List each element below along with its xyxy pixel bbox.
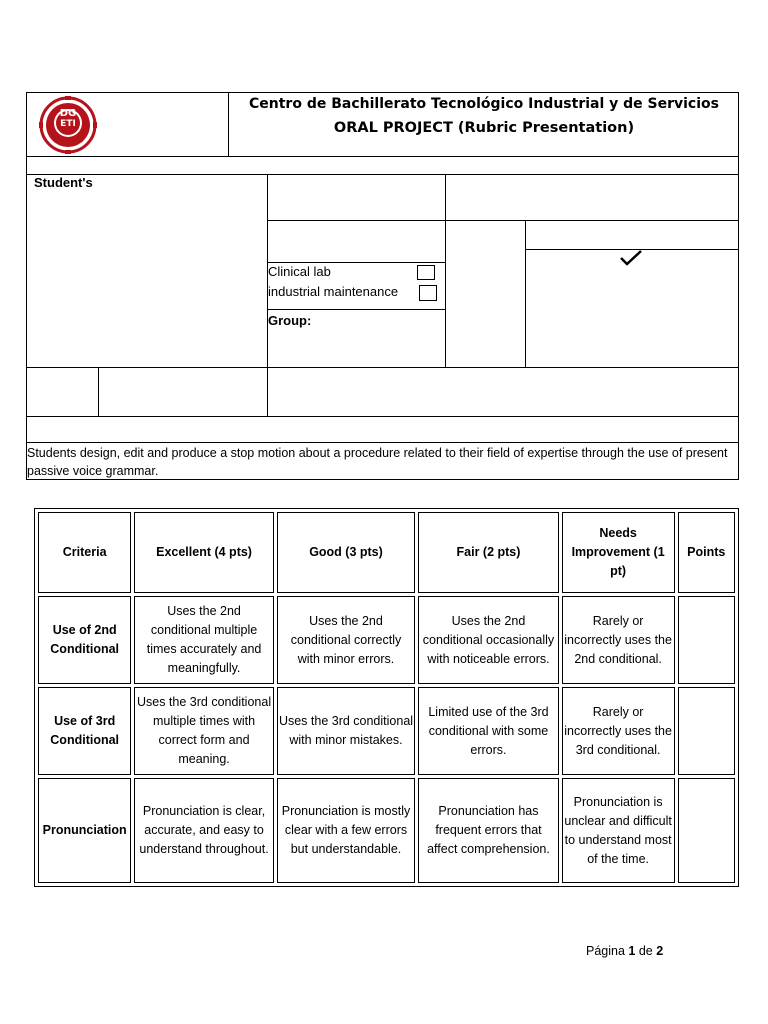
of-word: de: [638, 944, 653, 958]
cell-excellent: Uses the 2nd conditional multiple times accurately and meaningfully.: [134, 596, 273, 684]
cell-good: Uses the 3rd conditional with minor mistakes.: [277, 687, 415, 775]
project-description: Students design, edit and produce a stop motion about a procedure related to their field of expertise through the use of present passive voice grammar.: [26, 442, 739, 480]
specialty-industrial-maintenance-label: industrial maintenance: [268, 284, 399, 299]
row-criterion: Use of 2nd Conditional: [38, 596, 131, 684]
group-label: Group:: [268, 313, 312, 328]
total-pages-number: 2: [656, 944, 664, 958]
specialty-clinical-lab-checkbox[interactable]: [417, 265, 435, 280]
header-points: Points: [678, 512, 735, 593]
header-divider: [228, 92, 229, 157]
cell-excellent: Uses the 3rd conditional multiple times with correct form and meaning.: [134, 687, 273, 775]
school-name: Centro de Bachillerato Tecnológico Industrial y de Servicios: [249, 96, 719, 112]
document-title: ORAL PROJECT (Rubric Presentation): [333, 120, 635, 136]
spacer-row: [26, 156, 739, 175]
header-excellent: Excellent (4 pts): [134, 512, 273, 593]
current-page-number: 1: [628, 944, 636, 958]
row-criterion: Pronunciation: [38, 778, 131, 883]
page-footer: [586, 944, 663, 958]
rubric-header-row: [38, 512, 735, 593]
info-col-divider: [445, 174, 446, 368]
specialty-clinical-lab-label: Clinical lab: [268, 264, 331, 279]
student-info-block: [26, 174, 739, 368]
cell-fair: Limited use of the 3rd conditional with some errors.: [418, 687, 559, 775]
logo-bottom-text: CBTis 032: [52, 138, 84, 144]
table-row: [38, 778, 735, 883]
header-criteria: Criteria: [38, 512, 131, 593]
students-label: Student's: [34, 175, 93, 190]
logo-middle-text: ETI: [60, 119, 76, 129]
info-row-divider-1: [267, 220, 739, 221]
check-mark-icon: [618, 248, 644, 268]
cell-points[interactable]: [678, 778, 735, 883]
lower-row-divider-2: [267, 367, 268, 417]
row-criterion: Use of 3rd Conditional: [38, 687, 131, 775]
table-row: [38, 596, 735, 684]
eval-col-divider: [525, 220, 526, 368]
cell-needs-improvement: Rarely or incorrectly uses the 2nd conditional.: [562, 596, 675, 684]
spacer-row-2: [26, 416, 739, 443]
cell-points[interactable]: [678, 596, 735, 684]
header-fair: Fair (2 pts): [418, 512, 559, 593]
school-logo: [36, 96, 100, 154]
lower-row-divider-1: [98, 367, 99, 417]
lower-info-row: [26, 367, 739, 417]
cell-good: Uses the 2nd conditional correctly with minor errors.: [277, 596, 415, 684]
cell-points[interactable]: [678, 687, 735, 775]
cell-good: Pronunciation is mostly clear with a few errors but understandable.: [277, 778, 415, 883]
cell-excellent: Pronunciation is clear, accurate, and easy to understand throughout.: [134, 778, 273, 883]
table-row: [38, 687, 735, 775]
rubric-table: [34, 508, 739, 887]
cell-fair: Pronunciation has frequent errors that affect comprehension.: [418, 778, 559, 883]
cell-needs-improvement: Pronunciation is unclear and difficult to understand most of the time.: [562, 778, 675, 883]
header-needs-improvement: Needs Improvement (1 pt): [562, 512, 675, 593]
specialty-top-divider: [267, 262, 445, 263]
header-good: Good (3 pts): [277, 512, 415, 593]
cell-fair: Uses the 2nd conditional occasionally with noticeable errors.: [418, 596, 559, 684]
specialty-industrial-maintenance-checkbox[interactable]: [419, 285, 437, 301]
cell-needs-improvement: Rarely or incorrectly uses the 3rd conditional.: [562, 687, 675, 775]
logo-top-text: DG: [59, 108, 77, 119]
specialty-bottom-divider: [267, 309, 445, 310]
page-word: Página: [586, 944, 625, 958]
